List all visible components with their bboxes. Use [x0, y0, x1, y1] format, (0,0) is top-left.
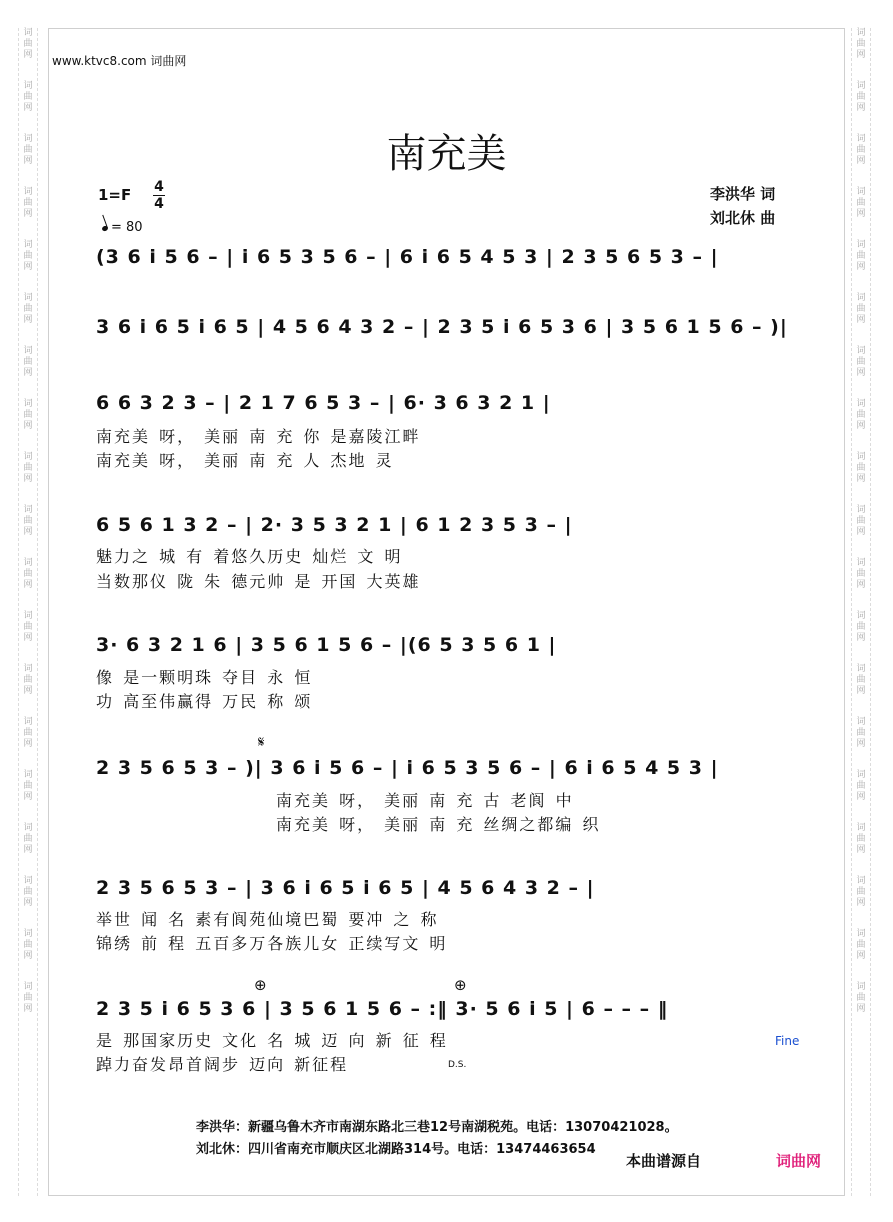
watermark-char: 曲	[23, 993, 33, 1003]
credits	[710, 182, 775, 230]
watermark-char: 曲	[23, 834, 33, 844]
watermark-char: 词	[856, 558, 866, 568]
watermark-group	[856, 293, 865, 326]
watermark-char: 曲	[856, 251, 866, 261]
watermark-char: 曲	[23, 887, 33, 897]
watermark-char: 网	[856, 50, 866, 60]
watermark-char: 网	[23, 421, 33, 431]
watermark-char: 网	[23, 686, 33, 696]
score-line-2: 3 6 i 6 5 i 6 5 | 4 5 6 4 3 2 – | 2 3 5 i 6 5 3 6 | 3 5 6 1 5 6 – )|	[96, 316, 788, 338]
watermark-group	[856, 876, 865, 909]
watermark-char: 曲	[856, 940, 866, 950]
watermark-char: 词	[856, 611, 866, 621]
watermark-char: 词	[856, 770, 866, 780]
watermark-char: 词	[23, 134, 33, 144]
watermark-char: 词	[856, 187, 866, 197]
watermark-char: 词	[23, 929, 33, 939]
watermark-char: 网	[856, 792, 866, 802]
watermark-char: 词	[23, 611, 33, 621]
watermark-char: 网	[856, 633, 866, 643]
lyric-line-7b: 锦绣 前 程 五百多万各族儿女 正续写文 明	[96, 934, 448, 953]
watermark-char: 词	[23, 770, 33, 780]
watermark-char: 词	[856, 81, 866, 91]
watermark-char: 网	[856, 686, 866, 696]
watermark-char: 曲	[23, 92, 33, 102]
watermark-char: 词	[856, 346, 866, 356]
watermark-char: 词	[23, 505, 33, 515]
watermark-char: 网	[23, 580, 33, 590]
song-title: 南充美	[386, 131, 507, 177]
lyric-line-5a: 像 是一颗明珠 夺目 永 恒	[96, 668, 313, 687]
watermark-group	[23, 929, 32, 962]
score-line-5: 3· 6 3 2 1 6 | 3 5 6 1 5 6 – |(6 5 3 5 6 1 |	[96, 634, 557, 656]
watermark-char: 词	[23, 28, 33, 38]
watermark-char: 词	[856, 929, 866, 939]
watermark-char: 网	[856, 1004, 866, 1014]
segno-icon: 𝄋	[258, 733, 265, 751]
tempo-value: = 80	[111, 220, 143, 235]
watermark-char: 词	[23, 558, 33, 568]
lyric-line-4b: 当数那仪 陇 朱 德元帅 是 开国 大英雄	[96, 572, 421, 591]
watermark-char: 曲	[856, 410, 866, 420]
watermark-char: 网	[856, 845, 866, 855]
lyric-line-6a: 南充美 呀， 美丽 南 充 古 老阆 中	[276, 791, 574, 810]
watermark-char: 曲	[856, 993, 866, 1003]
watermark-group	[856, 929, 865, 962]
watermark-char: 曲	[23, 569, 33, 579]
watermark-char: 网	[23, 368, 33, 378]
watermark-char: 曲	[23, 39, 33, 49]
watermark-char: 词	[23, 664, 33, 674]
watermark-group	[23, 187, 32, 220]
watermark-char: 词	[23, 399, 33, 409]
watermark-char: 网	[23, 845, 33, 855]
lyric-line-3a: 南充美 呀， 美丽 南 充 你 是嘉陵江畔	[96, 427, 421, 446]
watermark-char: 曲	[856, 516, 866, 526]
watermark-group	[23, 293, 32, 326]
watermark-char: 词	[856, 134, 866, 144]
watermark-char: 词	[23, 346, 33, 356]
watermark-group	[23, 505, 32, 538]
watermark-char: 网	[856, 156, 866, 166]
watermark-group	[23, 982, 32, 1015]
watermark-char: 曲	[856, 357, 866, 367]
composer: 刘北休 曲	[710, 209, 776, 227]
lyric-line-5b: 功 高至伟赢得 万民 称 颂	[96, 692, 313, 711]
watermark-group	[23, 346, 32, 379]
watermark-char: 网	[856, 580, 866, 590]
watermark-char: 网	[23, 315, 33, 325]
watermark-char: 曲	[23, 198, 33, 208]
watermark-group	[856, 505, 865, 538]
watermark-char: 曲	[23, 410, 33, 420]
watermark-char: 词	[23, 293, 33, 303]
watermark-char: 网	[23, 262, 33, 272]
watermark-char: 网	[856, 262, 866, 272]
watermark-char: 词	[23, 823, 33, 833]
watermark-group	[23, 770, 32, 803]
lyric-line-7a: 举世 闻 名 素有阆苑仙境巴蜀 要冲 之 称	[96, 910, 439, 929]
watermark-char: 词	[856, 717, 866, 727]
watermark-char: 网	[856, 103, 866, 113]
watermark-char: 网	[856, 474, 866, 484]
fine-marking: Fine	[775, 1034, 800, 1048]
watermark-group	[856, 664, 865, 697]
watermark-char: 词	[23, 81, 33, 91]
watermark-char: 网	[856, 739, 866, 749]
watermark-char: 曲	[23, 145, 33, 155]
quarter-note-icon	[101, 225, 108, 232]
lyric-line-8a: 是 那国家历史 文化 名 城 迈 向 新 征 程	[96, 1031, 448, 1050]
watermark-char: 词	[856, 823, 866, 833]
watermark-char: 曲	[23, 675, 33, 685]
score-line-8: 2 3 5 i 6 5 3 6 | 3 5 6 1 5 6 – :‖ 3· 5 6 i 5 | 6 – – – ‖	[96, 998, 669, 1020]
watermark-char: 词	[856, 664, 866, 674]
watermark-group	[856, 346, 865, 379]
watermark-group	[23, 558, 32, 591]
contact-composer: 刘北休：四川省南充市顺庆区北湖路314号。电话：13474463654	[196, 1142, 596, 1157]
lyric-line-6b: 南充美 呀， 美丽 南 充 丝绸之都编 织	[276, 815, 601, 834]
watermark-char: 词	[856, 452, 866, 462]
watermark-char: 词	[856, 876, 866, 886]
watermark-char: 网	[856, 951, 866, 961]
watermark-group	[856, 28, 865, 61]
source-label: 本曲谱源自	[626, 1152, 702, 1170]
watermark-char: 曲	[23, 516, 33, 526]
watermark-char: 词	[856, 293, 866, 303]
source-brand-link[interactable]: 词曲网	[776, 1152, 822, 1170]
watermark-group	[856, 558, 865, 591]
watermark-char: 曲	[23, 940, 33, 950]
watermark-char: 网	[856, 315, 866, 325]
watermark-char: 词	[856, 28, 866, 38]
ds-marking: D.S.	[448, 1060, 467, 1070]
watermark-group	[23, 876, 32, 909]
score-line-7: 2 3 5 6 5 3 – | 3 6 i 6 5 i 6 5 | 4 5 6 4 3 2 – |	[96, 877, 595, 899]
watermark-char: 网	[23, 792, 33, 802]
lyricist: 李洪华 词	[710, 185, 776, 203]
lyric-line-8b: 踔力奋发昂首阔步 迈向 新征程	[96, 1055, 349, 1074]
watermark-char: 网	[856, 368, 866, 378]
tempo-marking	[102, 220, 143, 235]
watermark-char: 词	[23, 452, 33, 462]
time-signature	[152, 180, 166, 211]
watermark-char: 曲	[856, 675, 866, 685]
watermark-group	[856, 982, 865, 1015]
score-line-3: 6 6 3 2 3 – | 2 1 7 6 5 3 – | 6· 3 6 3 2 1 |	[96, 392, 551, 414]
watermark-char: 词	[856, 982, 866, 992]
watermark-char: 曲	[856, 781, 866, 791]
watermark-char: 网	[23, 103, 33, 113]
watermark-char: 网	[23, 474, 33, 484]
watermark-char: 网	[856, 527, 866, 537]
watermark-group	[856, 81, 865, 114]
watermark-char: 曲	[23, 304, 33, 314]
watermark-char: 词	[23, 187, 33, 197]
lyric-line-3b: 南充美 呀， 美丽 南 充 人 杰地 灵	[96, 451, 394, 470]
coda-icon-1: ⊕	[254, 976, 267, 994]
time-signature-top: 4	[154, 179, 164, 195]
watermark-char: 曲	[856, 887, 866, 897]
watermark-group	[856, 611, 865, 644]
watermark-char: 词	[856, 505, 866, 515]
watermark-char: 曲	[856, 92, 866, 102]
watermark-char: 网	[23, 209, 33, 219]
watermark-group	[856, 770, 865, 803]
watermark-group	[23, 28, 32, 61]
watermark-char: 曲	[23, 622, 33, 632]
watermark-group	[23, 823, 32, 856]
watermark-char: 词	[23, 717, 33, 727]
watermark-group	[23, 399, 32, 432]
watermark-char: 网	[23, 50, 33, 60]
score-line-4: 6 5 6 1 3 2 – | 2· 3 5 3 2 1 | 6 1 2 3 5 3 – |	[96, 514, 573, 536]
watermark-group	[856, 240, 865, 273]
coda-icon-2: ⊕	[454, 976, 467, 994]
watermark-group	[23, 452, 32, 485]
contact-footer	[196, 1117, 678, 1161]
watermark-char: 曲	[23, 728, 33, 738]
site-url[interactable]: www.ktvc8.com 词曲网	[52, 54, 187, 68]
watermark-char: 词	[856, 399, 866, 409]
watermark-group	[23, 717, 32, 750]
watermark-group	[856, 823, 865, 856]
watermark-char: 曲	[856, 463, 866, 473]
lyric-line-4a: 魅力之 城 有 着悠久历史 灿烂 文 明	[96, 547, 403, 566]
watermark-char: 曲	[856, 569, 866, 579]
watermark-char: 网	[23, 156, 33, 166]
time-signature-bottom: 4	[154, 196, 164, 212]
watermark-group	[23, 81, 32, 114]
watermark-group	[23, 664, 32, 697]
watermark-char: 网	[856, 421, 866, 431]
watermark-char: 曲	[23, 781, 33, 791]
score-line-6: 2 3 5 6 5 3 – )| 3 6 i 5 6 – | i 6 5 3 5 6 – | 6 i 6 5 4 5 3 |	[96, 757, 719, 779]
watermark-group	[856, 187, 865, 220]
watermark-char: 网	[23, 633, 33, 643]
watermark-char: 网	[23, 951, 33, 961]
watermark-group	[856, 452, 865, 485]
watermark-group	[23, 611, 32, 644]
watermark-char: 词	[23, 982, 33, 992]
watermark-char: 网	[856, 209, 866, 219]
right-watermark-strip	[851, 28, 871, 1196]
watermark-char: 曲	[856, 198, 866, 208]
watermark-char: 词	[23, 240, 33, 250]
watermark-char: 网	[23, 527, 33, 537]
watermark-char: 网	[23, 1004, 33, 1014]
left-watermark-strip	[18, 28, 38, 1196]
watermark-group	[856, 717, 865, 750]
key-signature: 1=F	[98, 186, 132, 204]
watermark-char: 曲	[856, 728, 866, 738]
watermark-char: 曲	[23, 251, 33, 261]
watermark-char: 曲	[856, 622, 866, 632]
watermark-group	[856, 399, 865, 432]
watermark-char: 曲	[23, 463, 33, 473]
watermark-group	[23, 240, 32, 273]
watermark-char: 词	[856, 240, 866, 250]
watermark-char: 网	[23, 739, 33, 749]
watermark-char: 网	[856, 898, 866, 908]
watermark-char: 网	[23, 898, 33, 908]
watermark-char: 曲	[856, 39, 866, 49]
watermark-char: 曲	[856, 304, 866, 314]
contact-lyricist: 李洪华：新疆乌鲁木齐市南湖东路北三巷12号南湖税苑。电话：13070421028。	[196, 1120, 678, 1135]
watermark-char: 曲	[856, 834, 866, 844]
watermark-char: 曲	[23, 357, 33, 367]
score-line-1: (3 6 i 5 6 – | i 6 5 3 5 6 – | 6 i 6 5 4 5 3 | 2 3 5 6 5 3 – |	[96, 246, 719, 268]
watermark-char: 曲	[856, 145, 866, 155]
watermark-char: 词	[23, 876, 33, 886]
